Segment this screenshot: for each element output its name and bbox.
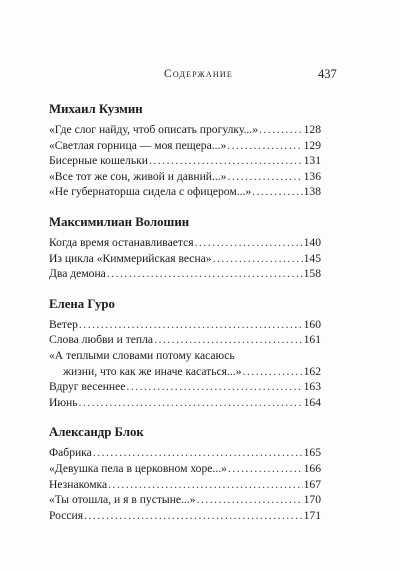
entry-page: 170 bbox=[303, 493, 321, 507]
entry-page: 138 bbox=[303, 185, 321, 199]
dot-leader bbox=[197, 492, 303, 508]
dot-leader bbox=[149, 153, 303, 169]
entry-page: 162 bbox=[303, 364, 321, 378]
page-header bbox=[0, 68, 400, 86]
entry-page: 166 bbox=[303, 461, 321, 475]
toc-entry[interactable] bbox=[49, 477, 321, 493]
entry-page: 158 bbox=[303, 267, 321, 281]
dot-leader bbox=[79, 317, 303, 333]
toc-entry[interactable] bbox=[49, 461, 321, 477]
dot-leader bbox=[213, 251, 303, 267]
toc-entry[interactable] bbox=[49, 153, 321, 169]
dot-leader bbox=[154, 332, 303, 348]
entry-title: Фабрика bbox=[49, 446, 92, 460]
dot-leader bbox=[93, 445, 303, 461]
entry-title-continuation: жизни, что как же иначе касаться...» bbox=[63, 364, 242, 378]
toc-section bbox=[49, 214, 321, 282]
entry-title: Бисерные кошельки bbox=[49, 154, 148, 168]
author-heading: Елена Гуро bbox=[49, 296, 115, 311]
dot-leader bbox=[195, 235, 303, 251]
dot-leader bbox=[252, 184, 302, 200]
page-number: 437 bbox=[318, 67, 337, 81]
toc-entry[interactable] bbox=[49, 332, 321, 348]
entry-title: «Светлая горница — моя пещера...» bbox=[49, 138, 227, 152]
entry-title: «Где слог найду, чтоб описать прогулку...» bbox=[49, 123, 258, 136]
toc-entry[interactable] bbox=[49, 235, 321, 251]
entry-title: «А теплыми словами потому касаюсь bbox=[49, 348, 235, 362]
dot-leader bbox=[84, 508, 303, 524]
entry-title: Июнь bbox=[49, 395, 78, 409]
toc-entry[interactable] bbox=[49, 395, 321, 411]
entry-page: 161 bbox=[303, 333, 321, 347]
entry-title: Ветер bbox=[49, 317, 78, 331]
dot-leader bbox=[107, 266, 303, 282]
toc-entry[interactable] bbox=[49, 508, 321, 524]
entry-title: Незнакомка bbox=[49, 477, 108, 491]
entry-page: 136 bbox=[303, 169, 321, 183]
toc-section bbox=[49, 296, 321, 411]
entry-title: «Девушка пела в церковном хоре...» bbox=[49, 461, 227, 475]
entry-page: 129 bbox=[303, 138, 321, 152]
entry-title: Когда время останавливается bbox=[49, 235, 194, 249]
toc-entry-multiline[interactable] bbox=[49, 348, 321, 379]
dot-leader bbox=[228, 461, 303, 477]
toc-entry[interactable] bbox=[49, 138, 321, 154]
entry-page: 165 bbox=[303, 446, 321, 460]
entry-title: «Ты отошла, и я в пустыне...» bbox=[49, 493, 196, 507]
entry-page: 171 bbox=[303, 508, 321, 522]
entry-page: 128 bbox=[303, 123, 321, 136]
entry-title: «Не губернаторша сидела с офицером...» bbox=[49, 185, 252, 199]
entry-title: Из цикла «Киммерийская весна» bbox=[49, 251, 212, 265]
author-heading: Максимилиан Волошин bbox=[49, 214, 190, 229]
toc-entry[interactable] bbox=[49, 379, 321, 395]
entry-page: 167 bbox=[303, 477, 321, 491]
toc-entry[interactable] bbox=[49, 184, 321, 200]
dot-leader bbox=[108, 477, 302, 493]
entry-title: «Все тот же сон, живой и давний...» bbox=[49, 169, 227, 183]
entry-title: Два демона bbox=[49, 267, 106, 281]
dot-leader bbox=[243, 364, 303, 380]
entry-page: 145 bbox=[303, 251, 321, 265]
toc-entry[interactable] bbox=[49, 445, 321, 461]
dot-leader bbox=[227, 169, 302, 185]
toc-entry[interactable] bbox=[49, 122, 321, 138]
dot-leader bbox=[79, 395, 303, 411]
toc-entry[interactable] bbox=[49, 317, 321, 333]
entry-page: 160 bbox=[303, 317, 321, 331]
dot-leader bbox=[259, 122, 303, 138]
toc-section bbox=[49, 424, 321, 523]
toc-entry[interactable] bbox=[49, 266, 321, 282]
entry-page: 163 bbox=[303, 380, 321, 394]
entry-continuation-line bbox=[49, 364, 321, 380]
running-title: Содержание bbox=[164, 68, 233, 80]
entry-title: Слова любви и тепла bbox=[49, 333, 154, 347]
author-heading: Александр Блок bbox=[49, 425, 144, 440]
dot-leader bbox=[227, 138, 302, 154]
entry-title: Вдруг весеннее bbox=[49, 380, 126, 394]
author-heading: Михаил Кузмин bbox=[49, 102, 143, 116]
table-of-contents bbox=[49, 101, 321, 537]
entry-page: 131 bbox=[303, 154, 321, 168]
toc-entry[interactable] bbox=[49, 492, 321, 508]
entry-title: Россия bbox=[49, 508, 84, 522]
entry-page: 164 bbox=[303, 395, 321, 409]
toc-entry[interactable] bbox=[49, 169, 321, 185]
dot-leader bbox=[126, 379, 302, 395]
entry-page: 140 bbox=[303, 235, 321, 249]
toc-entry[interactable] bbox=[49, 251, 321, 267]
toc-section bbox=[49, 101, 321, 200]
